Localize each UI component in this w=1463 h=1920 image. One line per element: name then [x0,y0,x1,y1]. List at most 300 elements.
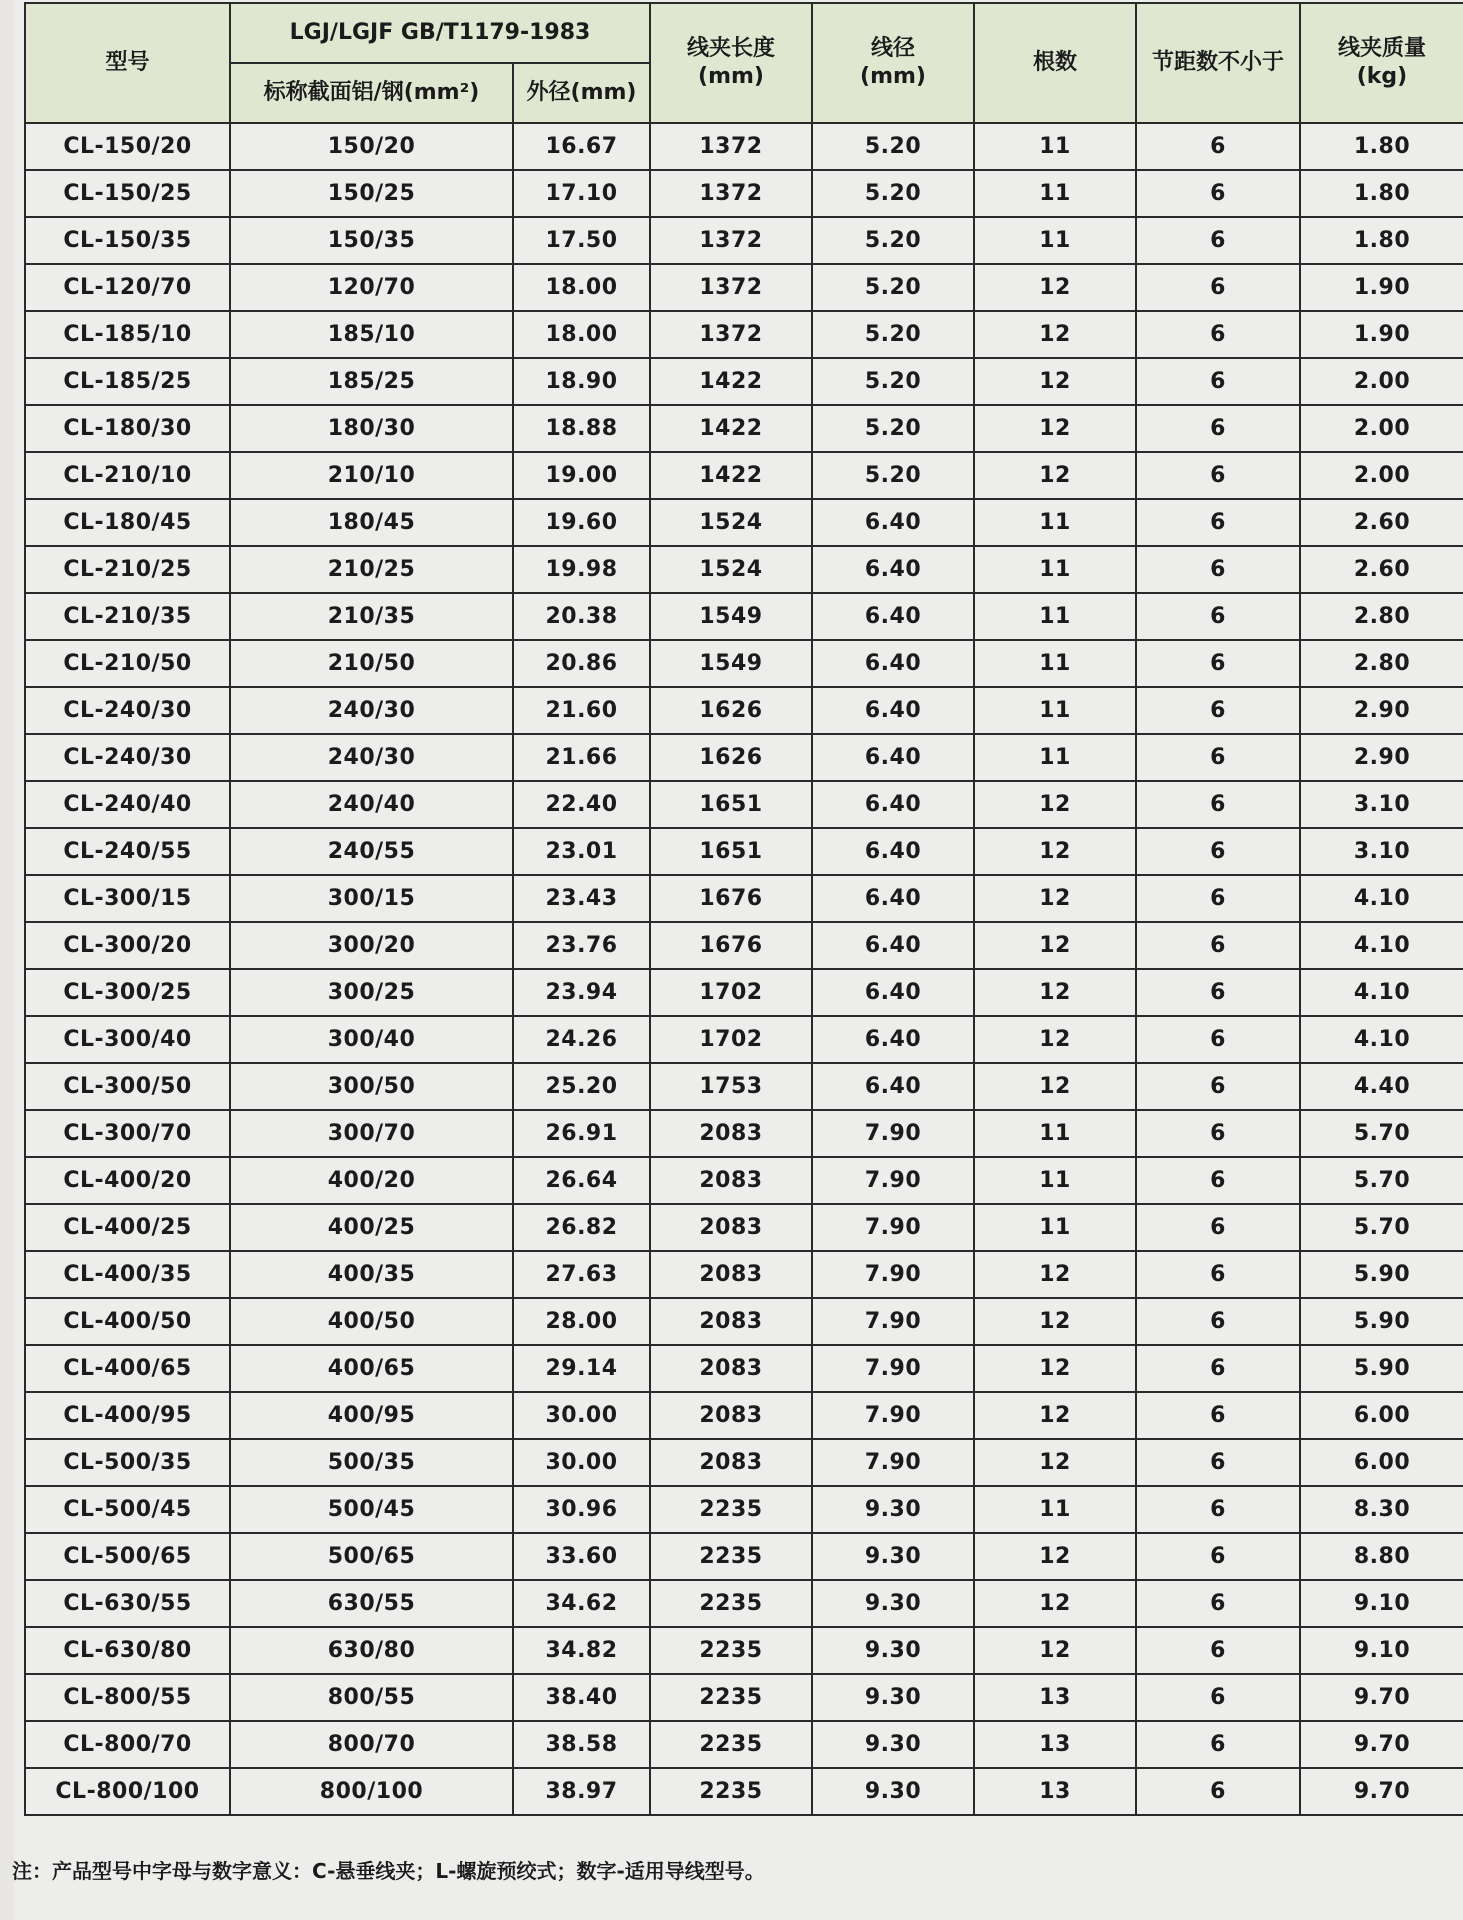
cell-section: 240/55 [230,828,513,875]
cell-clamp-length: 2083 [650,1204,812,1251]
cell-section: 300/40 [230,1016,513,1063]
header-standard: LGJ/LGJF GB/T1179-1983 [230,3,650,63]
cell-wire-diameter: 7.90 [812,1204,974,1251]
cell-clamp-length: 2235 [650,1627,812,1674]
cell-count: 12 [974,1016,1136,1063]
cell-section: 630/55 [230,1580,513,1627]
cell-outer-diameter: 17.50 [513,217,650,264]
cell-model: CL-500/65 [25,1533,230,1580]
cell-model: CL-300/15 [25,875,230,922]
cell-count: 11 [974,170,1136,217]
cell-clamp-length: 1422 [650,358,812,405]
cell-count: 12 [974,311,1136,358]
cell-clamp-length: 1524 [650,546,812,593]
cell-pitch: 6 [1136,875,1300,922]
cell-outer-diameter: 34.82 [513,1627,650,1674]
cell-count: 12 [974,1345,1136,1392]
cell-count: 11 [974,123,1136,170]
cell-outer-diameter: 38.97 [513,1768,650,1815]
cell-mass: 9.70 [1300,1721,1463,1768]
cell-wire-diameter: 6.40 [812,640,974,687]
cell-pitch: 6 [1136,499,1300,546]
cell-pitch: 6 [1136,1251,1300,1298]
cell-count: 12 [974,1251,1136,1298]
cell-clamp-length: 1626 [650,687,812,734]
cell-wire-diameter: 9.30 [812,1486,974,1533]
header-model: 型号 [25,3,230,123]
table-row [25,1439,1463,1486]
cell-pitch: 6 [1136,452,1300,499]
cell-mass: 9.70 [1300,1674,1463,1721]
cell-mass: 5.70 [1300,1157,1463,1204]
cell-section: 300/70 [230,1110,513,1157]
cell-wire-diameter: 5.20 [812,405,974,452]
cell-model: CL-210/35 [25,593,230,640]
cell-clamp-length: 2235 [650,1674,812,1721]
cell-pitch: 6 [1136,1016,1300,1063]
cell-mass: 5.70 [1300,1110,1463,1157]
cell-outer-diameter: 18.00 [513,264,650,311]
cell-wire-diameter: 5.20 [812,170,974,217]
cell-model: CL-400/95 [25,1392,230,1439]
cell-count: 11 [974,1204,1136,1251]
table-row [25,1627,1463,1674]
cell-outer-diameter: 33.60 [513,1533,650,1580]
cell-clamp-length: 2235 [650,1721,812,1768]
table-row [25,217,1463,264]
cell-wire-diameter: 5.20 [812,452,974,499]
table-row [25,264,1463,311]
cell-pitch: 6 [1136,1674,1300,1721]
cell-count: 11 [974,593,1136,640]
cell-model: CL-300/20 [25,922,230,969]
cell-model: CL-240/55 [25,828,230,875]
cell-section: 240/30 [230,687,513,734]
cell-mass: 2.80 [1300,593,1463,640]
cell-count: 12 [974,828,1136,875]
cell-section: 400/20 [230,1157,513,1204]
table-row [25,1251,1463,1298]
table-row [25,734,1463,781]
cell-mass: 1.90 [1300,311,1463,358]
cell-model: CL-180/45 [25,499,230,546]
cell-count: 12 [974,405,1136,452]
cell-mass: 4.10 [1300,875,1463,922]
cell-wire-diameter: 7.90 [812,1298,974,1345]
cell-pitch: 6 [1136,1110,1300,1157]
cell-wire-diameter: 7.90 [812,1110,974,1157]
cell-model: CL-150/35 [25,217,230,264]
cell-outer-diameter: 27.63 [513,1251,650,1298]
cell-pitch: 6 [1136,1298,1300,1345]
cell-wire-diameter: 9.30 [812,1721,974,1768]
cell-clamp-length: 1676 [650,922,812,969]
cell-count: 13 [974,1674,1136,1721]
cell-model: CL-185/10 [25,311,230,358]
cell-count: 11 [974,1110,1136,1157]
cell-mass: 1.80 [1300,170,1463,217]
cell-model: CL-800/100 [25,1768,230,1815]
cell-mass: 5.90 [1300,1298,1463,1345]
table-row [25,1768,1463,1815]
cell-wire-diameter: 6.40 [812,593,974,640]
cell-outer-diameter: 26.91 [513,1110,650,1157]
table-row [25,969,1463,1016]
cell-count: 11 [974,734,1136,781]
cell-model: CL-300/40 [25,1016,230,1063]
cell-outer-diameter: 26.82 [513,1204,650,1251]
cell-wire-diameter: 7.90 [812,1251,974,1298]
cell-model: CL-300/70 [25,1110,230,1157]
cell-outer-diameter: 30.00 [513,1392,650,1439]
table-row [25,1016,1463,1063]
cell-section: 150/35 [230,217,513,264]
cell-clamp-length: 1422 [650,452,812,499]
cell-clamp-length: 1702 [650,969,812,1016]
cell-clamp-length: 2235 [650,1486,812,1533]
cell-wire-diameter: 6.40 [812,875,974,922]
cell-pitch: 6 [1136,405,1300,452]
cell-section: 400/65 [230,1345,513,1392]
cell-section: 800/100 [230,1768,513,1815]
cell-model: CL-400/50 [25,1298,230,1345]
cell-clamp-length: 1372 [650,311,812,358]
table-row [25,1204,1463,1251]
cell-outer-diameter: 21.66 [513,734,650,781]
cell-mass: 2.80 [1300,640,1463,687]
cell-model: CL-180/30 [25,405,230,452]
table-row [25,499,1463,546]
cell-clamp-length: 1626 [650,734,812,781]
cell-pitch: 6 [1136,781,1300,828]
cell-pitch: 6 [1136,1392,1300,1439]
cell-wire-diameter: 9.30 [812,1533,974,1580]
cell-clamp-length: 2235 [650,1533,812,1580]
cell-wire-diameter: 5.20 [812,311,974,358]
cell-outer-diameter: 19.60 [513,499,650,546]
cell-model: CL-150/25 [25,170,230,217]
table-row [25,311,1463,358]
cell-model: CL-500/45 [25,1486,230,1533]
cell-mass: 5.90 [1300,1251,1463,1298]
footnote: 注：产品型号中字母与数字意义：C-悬垂线夹；L-螺旋预绞式；数字-适用导线型号。 [12,1859,765,1883]
cell-count: 12 [974,1533,1136,1580]
cell-section: 210/25 [230,546,513,593]
table-row [25,1345,1463,1392]
cell-model: CL-150/20 [25,123,230,170]
cell-count: 12 [974,1392,1136,1439]
cell-outer-diameter: 18.88 [513,405,650,452]
cell-pitch: 6 [1136,1157,1300,1204]
cell-model: CL-800/55 [25,1674,230,1721]
cell-count: 12 [974,1298,1136,1345]
table-row [25,687,1463,734]
cell-section: 180/30 [230,405,513,452]
cell-mass: 8.30 [1300,1486,1463,1533]
cell-mass: 9.10 [1300,1580,1463,1627]
cell-wire-diameter: 5.20 [812,358,974,405]
cell-clamp-length: 1524 [650,499,812,546]
cell-model: CL-400/65 [25,1345,230,1392]
cell-clamp-length: 1422 [650,405,812,452]
cell-pitch: 6 [1136,687,1300,734]
cell-outer-diameter: 23.01 [513,828,650,875]
cell-pitch: 6 [1136,640,1300,687]
table-row [25,1674,1463,1721]
cell-model: CL-400/35 [25,1251,230,1298]
cell-section: 500/65 [230,1533,513,1580]
table-row [25,546,1463,593]
cell-outer-diameter: 20.38 [513,593,650,640]
cell-pitch: 6 [1136,1439,1300,1486]
cell-outer-diameter: 38.40 [513,1674,650,1721]
cell-mass: 4.10 [1300,922,1463,969]
cell-mass: 6.00 [1300,1392,1463,1439]
cell-section: 400/25 [230,1204,513,1251]
cell-wire-diameter: 5.20 [812,123,974,170]
cell-mass: 5.90 [1300,1345,1463,1392]
cell-pitch: 6 [1136,1721,1300,1768]
table-header [25,3,1463,123]
cell-pitch: 6 [1136,264,1300,311]
cell-model: CL-210/10 [25,452,230,499]
cell-mass: 9.70 [1300,1768,1463,1815]
cell-mass: 2.00 [1300,405,1463,452]
cell-model: CL-300/50 [25,1063,230,1110]
cell-clamp-length: 1372 [650,170,812,217]
cell-wire-diameter: 6.40 [812,969,974,1016]
cell-wire-diameter: 6.40 [812,546,974,593]
cell-count: 12 [974,452,1136,499]
header-clamp-length: 线夹长度 (mm) [650,3,812,123]
table-row [25,1580,1463,1627]
cell-count: 12 [974,1627,1136,1674]
cell-mass: 8.80 [1300,1533,1463,1580]
table-row [25,123,1463,170]
cell-wire-diameter: 7.90 [812,1157,974,1204]
cell-pitch: 6 [1136,734,1300,781]
cell-wire-diameter: 6.40 [812,922,974,969]
cell-clamp-length: 1753 [650,1063,812,1110]
table-row [25,922,1463,969]
cell-clamp-length: 2083 [650,1345,812,1392]
cell-section: 500/45 [230,1486,513,1533]
cell-model: CL-240/40 [25,781,230,828]
cell-pitch: 6 [1136,1486,1300,1533]
cell-section: 180/45 [230,499,513,546]
cell-mass: 2.60 [1300,499,1463,546]
cell-wire-diameter: 9.30 [812,1580,974,1627]
table-row [25,452,1463,499]
cell-model: CL-500/35 [25,1439,230,1486]
cell-model: CL-210/50 [25,640,230,687]
header-mass: 线夹质量 (kg) [1300,3,1463,123]
cell-section: 800/70 [230,1721,513,1768]
cell-mass: 4.10 [1300,1016,1463,1063]
table-row [25,1157,1463,1204]
cell-section: 210/50 [230,640,513,687]
cell-count: 12 [974,264,1136,311]
cell-count: 12 [974,969,1136,1016]
cell-pitch: 6 [1136,311,1300,358]
table-row [25,358,1463,405]
cell-pitch: 6 [1136,1533,1300,1580]
cell-pitch: 6 [1136,1345,1300,1392]
cell-count: 11 [974,1157,1136,1204]
cell-pitch: 6 [1136,546,1300,593]
cell-outer-diameter: 23.94 [513,969,650,1016]
header-count: 根数 [974,3,1136,123]
table-row [25,1486,1463,1533]
cell-model: CL-630/80 [25,1627,230,1674]
table-row [25,875,1463,922]
cell-outer-diameter: 18.00 [513,311,650,358]
cell-wire-diameter: 9.30 [812,1768,974,1815]
cell-section: 210/10 [230,452,513,499]
cell-wire-diameter: 6.40 [812,1063,974,1110]
header-pitch: 节距数不小于 [1136,3,1300,123]
cell-mass: 1.90 [1300,264,1463,311]
cell-clamp-length: 1372 [650,123,812,170]
cell-clamp-length: 2083 [650,1251,812,1298]
cell-wire-diameter: 9.30 [812,1674,974,1721]
cell-section: 300/25 [230,969,513,1016]
cell-count: 12 [974,781,1136,828]
table-row [25,640,1463,687]
cell-clamp-length: 1651 [650,828,812,875]
cell-count: 11 [974,687,1136,734]
cell-section: 240/40 [230,781,513,828]
cell-section: 300/15 [230,875,513,922]
cell-clamp-length: 2235 [650,1768,812,1815]
cell-pitch: 6 [1136,1768,1300,1815]
cell-clamp-length: 2083 [650,1157,812,1204]
cell-pitch: 6 [1136,170,1300,217]
cell-count: 11 [974,1486,1136,1533]
cell-mass: 3.10 [1300,828,1463,875]
cell-outer-diameter: 23.76 [513,922,650,969]
cell-clamp-length: 2083 [650,1392,812,1439]
cell-mass: 1.80 [1300,217,1463,264]
cell-outer-diameter: 34.62 [513,1580,650,1627]
cell-model: CL-120/70 [25,264,230,311]
cell-model: CL-300/25 [25,969,230,1016]
cell-mass: 1.80 [1300,123,1463,170]
cell-model: CL-400/25 [25,1204,230,1251]
header-section: 标称截面铝/钢(mm²) [230,63,513,123]
cell-mass: 3.10 [1300,781,1463,828]
table-row [25,1110,1463,1157]
cell-outer-diameter: 21.60 [513,687,650,734]
cell-outer-diameter: 19.00 [513,452,650,499]
cell-mass: 2.60 [1300,546,1463,593]
cell-wire-diameter: 7.90 [812,1439,974,1486]
cell-model: CL-185/25 [25,358,230,405]
cell-mass: 2.90 [1300,734,1463,781]
cell-count: 13 [974,1768,1136,1815]
cell-section: 400/35 [230,1251,513,1298]
cell-outer-diameter: 19.98 [513,546,650,593]
cell-outer-diameter: 30.00 [513,1439,650,1486]
table-row [25,170,1463,217]
cell-count: 13 [974,1721,1136,1768]
cell-count: 12 [974,1063,1136,1110]
cell-pitch: 6 [1136,1627,1300,1674]
table-row [25,1533,1463,1580]
cell-section: 150/20 [230,123,513,170]
cell-pitch: 6 [1136,969,1300,1016]
cell-count: 12 [974,875,1136,922]
cell-section: 500/35 [230,1439,513,1486]
cell-wire-diameter: 6.40 [812,781,974,828]
cell-outer-diameter: 18.90 [513,358,650,405]
cell-section: 300/50 [230,1063,513,1110]
table-row [25,405,1463,452]
cell-section: 185/25 [230,358,513,405]
cell-clamp-length: 1702 [650,1016,812,1063]
table-row [25,1063,1463,1110]
header-wire-diameter: 线径 (mm) [812,3,974,123]
cell-outer-diameter: 26.64 [513,1157,650,1204]
cell-model: CL-800/70 [25,1721,230,1768]
cell-outer-diameter: 38.58 [513,1721,650,1768]
cell-clamp-length: 2083 [650,1298,812,1345]
table-row [25,781,1463,828]
cell-pitch: 6 [1136,1063,1300,1110]
cell-section: 185/10 [230,311,513,358]
cell-outer-diameter: 23.43 [513,875,650,922]
cell-pitch: 6 [1136,358,1300,405]
cell-outer-diameter: 16.67 [513,123,650,170]
cell-mass: 4.40 [1300,1063,1463,1110]
cell-clamp-length: 1549 [650,593,812,640]
cell-section: 120/70 [230,264,513,311]
cell-section: 210/35 [230,593,513,640]
cell-model: CL-400/20 [25,1157,230,1204]
cell-wire-diameter: 6.40 [812,828,974,875]
cell-outer-diameter: 29.14 [513,1345,650,1392]
table-row [25,1721,1463,1768]
cell-section: 800/55 [230,1674,513,1721]
cell-outer-diameter: 20.86 [513,640,650,687]
cell-wire-diameter: 6.40 [812,499,974,546]
table-row [25,1392,1463,1439]
cell-section: 400/50 [230,1298,513,1345]
cell-model: CL-630/55 [25,1580,230,1627]
table-row [25,593,1463,640]
cell-pitch: 6 [1136,1580,1300,1627]
cell-pitch: 6 [1136,828,1300,875]
cell-wire-diameter: 7.90 [812,1345,974,1392]
cell-wire-diameter: 9.30 [812,1627,974,1674]
table-body [25,123,1463,1815]
cell-pitch: 6 [1136,1204,1300,1251]
cell-outer-diameter: 28.00 [513,1298,650,1345]
cell-clamp-length: 1549 [650,640,812,687]
cell-model: CL-210/25 [25,546,230,593]
spec-table [24,2,1463,1816]
table-row [25,828,1463,875]
cell-count: 11 [974,499,1136,546]
header-outer-diameter: 外径(mm) [513,63,650,123]
cell-section: 150/25 [230,170,513,217]
cell-clamp-length: 2083 [650,1110,812,1157]
cell-outer-diameter: 24.26 [513,1016,650,1063]
cell-outer-diameter: 25.20 [513,1063,650,1110]
cell-mass: 2.00 [1300,358,1463,405]
cell-pitch: 6 [1136,123,1300,170]
cell-clamp-length: 2083 [650,1439,812,1486]
